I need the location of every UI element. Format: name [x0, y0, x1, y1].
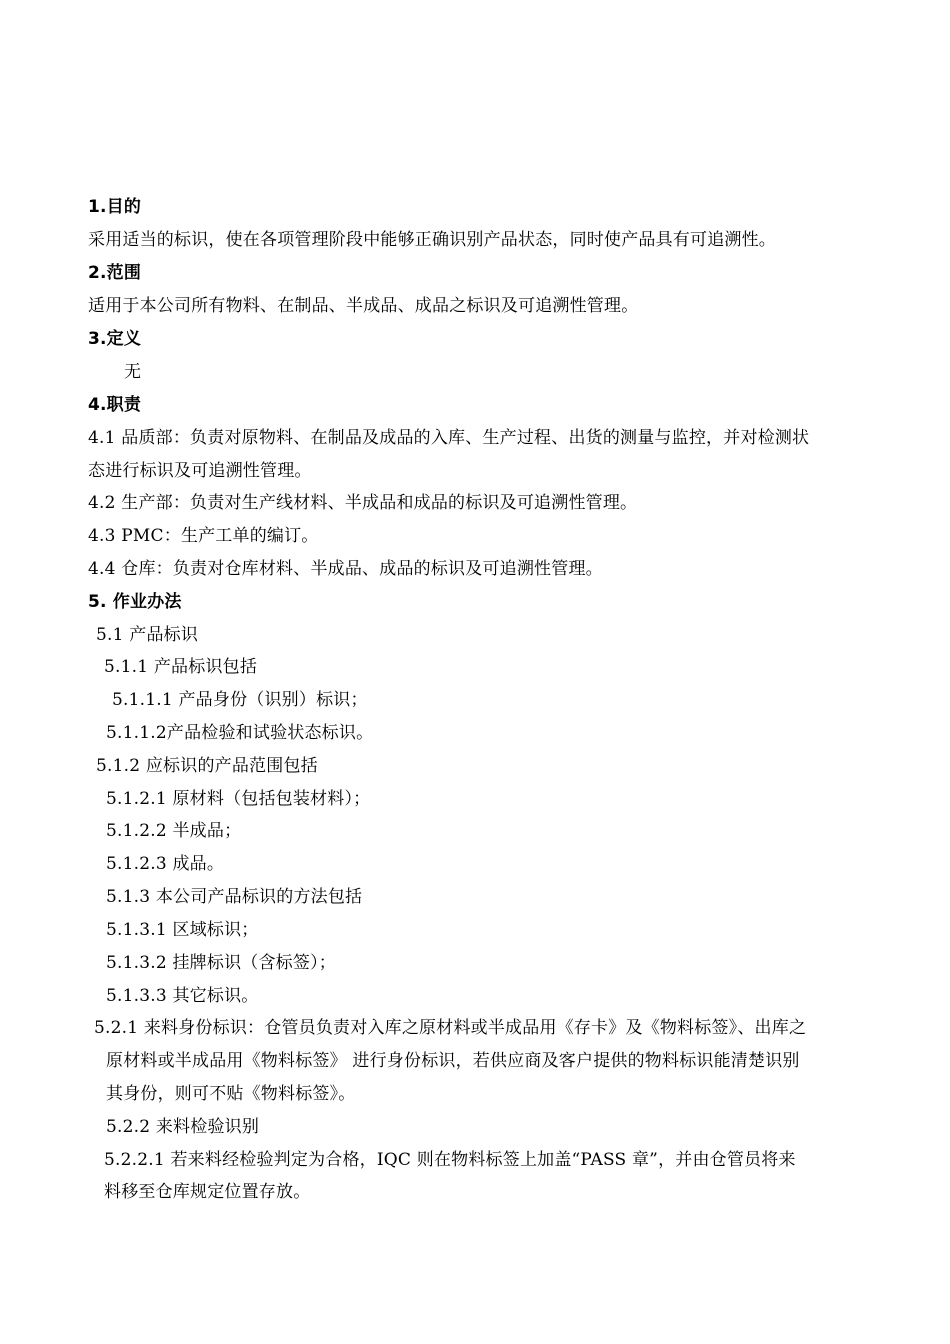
- item-5-1-2-1: 5.1.2.1 原材料（包括包装材料）；: [106, 789, 371, 809]
- item-5-1-2-2: 5.1.2.2 半成品；: [106, 821, 242, 841]
- item-5-1-2-3: 5.1.2.3 成品。: [106, 854, 225, 874]
- item-5-2-2: 5.2.2 来料检验识别: [106, 1117, 260, 1137]
- item-4-1-line1: 4.1 品质部：负责对原物料、在制品及成品的入库、生产过程、出货的测量与监控，并对检测状: [88, 428, 810, 448]
- item-5-1-1-1: 5.1.1.1 产品身份（识别）标识；: [112, 690, 368, 710]
- item-5-1-3-2: 5.1.3.2 挂牌标识（含标签）；: [106, 953, 336, 973]
- item-5-2-1-line1: 5.2.1 来料身份标识：仓管员负责对入库之原材料或半成品用《存卡》及《物料标签》、出库之: [94, 1018, 807, 1038]
- item-5-2-1-line2: 原材料或半成品用《物料标签》 进行身份标识，若供应商及客户提供的物料标识能清楚识别: [106, 1051, 800, 1071]
- item-5-1-3: 5.1.3 本公司产品标识的方法包括: [106, 887, 363, 907]
- heading-purpose: 1.目的: [88, 197, 142, 217]
- item-5-1: 5.1 产品标识: [96, 625, 199, 645]
- item-5-1-1: 5.1.1 产品标识包括: [104, 657, 258, 677]
- item-5-1-1-2: 5.1.1.2产品检验和试验状态标识。: [106, 723, 374, 743]
- item-4-1-line2: 态进行标识及可追溯性管理。: [88, 461, 312, 481]
- item-5-2-1-line3: 其身份，则可不贴《物料标签》。: [106, 1084, 356, 1104]
- item-5-2-2-1-line2: 料移至仓库规定位置存放。: [104, 1182, 311, 1202]
- paragraph-definition: 无: [124, 362, 142, 382]
- item-4-4: 4.4 仓库：负责对仓库材料、半成品、成品的标识及可追溯性管理。: [88, 559, 603, 579]
- heading-scope: 2.范围: [88, 263, 142, 283]
- item-5-2-2-1-line1: 5.2.2.1 若来料经检验判定为合格，IQC 则在物料标签上加盖“PASS 章”，并由仓管员将来: [104, 1150, 796, 1170]
- paragraph-purpose: 采用适当的标识，使在各项管理阶段中能够正确识别产品状态，同时使产品具有可追溯性。: [88, 230, 776, 250]
- heading-responsibility: 4.职责: [88, 395, 142, 415]
- paragraph-scope: 适用于本公司所有物料、在制品、半成品、成品之标识及可追溯性管理。: [88, 296, 639, 316]
- item-4-2: 4.2 生产部：负责对生产线材料、半成品和成品的标识及可追溯性管理。: [88, 493, 638, 513]
- item-5-1-3-1: 5.1.3.1 区域标识；: [106, 920, 259, 940]
- item-5-1-2: 5.1.2 应标识的产品范围包括: [96, 756, 318, 776]
- item-4-3: 4.3 PMC：生产工单的编订。: [88, 526, 319, 546]
- item-5-1-3-3: 5.1.3.3 其它标识。: [106, 986, 259, 1006]
- heading-definition: 3.定义: [88, 329, 142, 349]
- heading-method: 5. 作业办法: [88, 592, 182, 612]
